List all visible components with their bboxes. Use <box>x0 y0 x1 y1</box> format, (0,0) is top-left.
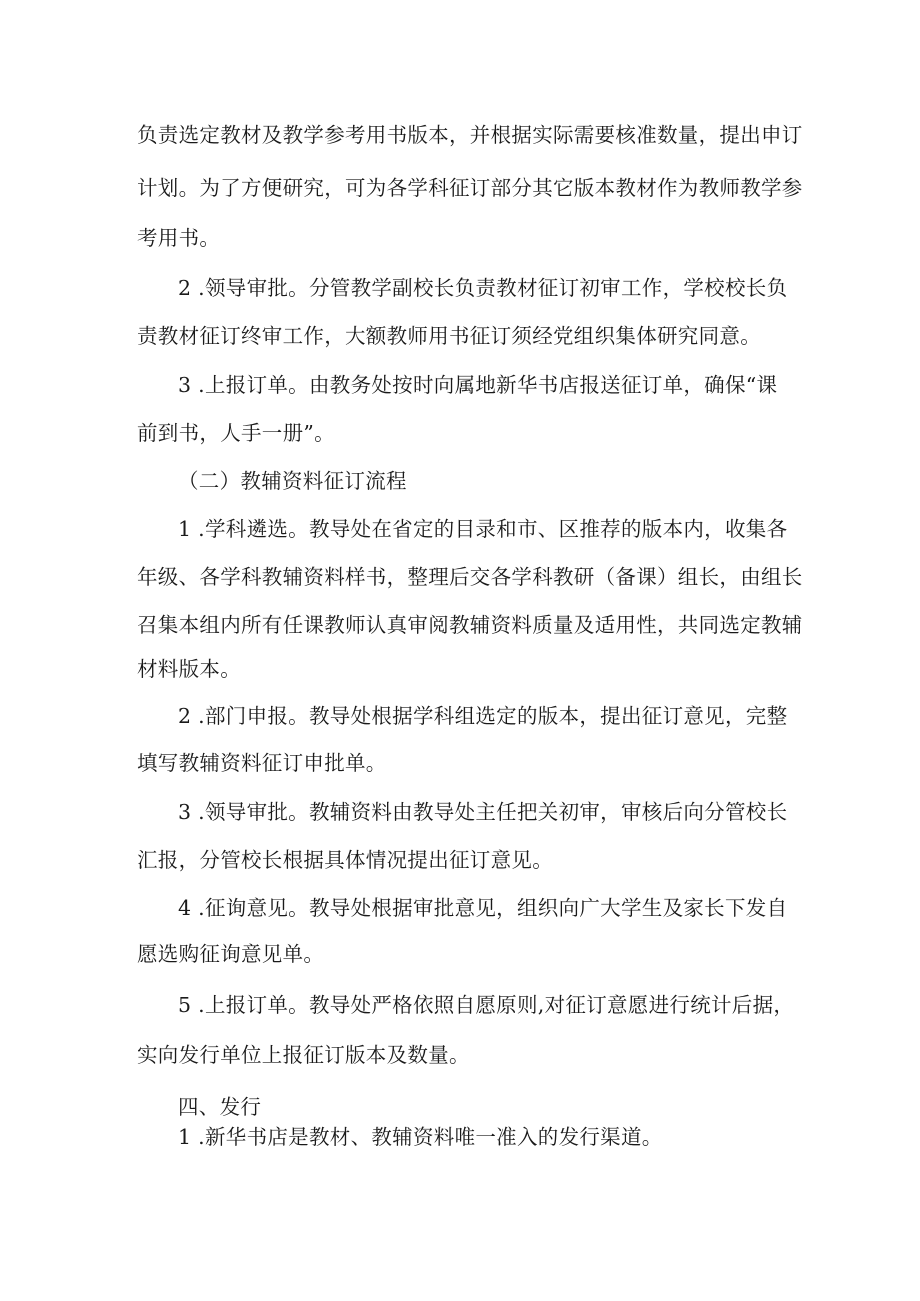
text-line: 汇报，分管校长根据具体情况提出征订意见。 <box>137 848 553 872</box>
text-line: 4 .征询意见。教导处根据审批意见，组织向广大学生及家长下发自 <box>178 896 788 920</box>
text-line: 1 .学科遴选。教导处在省定的目录和市、区推荐的版本内，收集各 <box>178 517 788 541</box>
section-heading: 四、发行 <box>178 1095 262 1119</box>
text-line: 责教材征订终审工作，大额教师用书征订须经党组织集体研究同意。 <box>137 324 761 348</box>
text-line: 年级、各学科教辅资料样书，整理后交各学科教研（备课）组长，由组长 <box>137 565 803 589</box>
text-line: 2 .部门申报。教导处根据学科组选定的版本，提出征订意见，完整 <box>178 704 788 728</box>
text-line: 3 .领导审批。教辅资料由教导处主任把关初审，审核后向分管校长 <box>178 800 788 824</box>
section-heading: （二）教辅资料征订流程 <box>178 469 407 493</box>
text-line: 负责选定教材及教学参考用书版本，并根据实际需要核准数量，提出申订 <box>137 123 803 147</box>
text-line: 2 .领导审批。分管教学副校长负责教材征订初审工作，学校校长负 <box>178 276 788 300</box>
text-line: 计划。为了方便研究，可为各学科征订部分其它版本教材作为教师教学参 <box>137 176 803 200</box>
text-line: 前到书，人手一册”。 <box>137 421 335 445</box>
text-line: 1 .新华书店是教材、教辅资料唯一准入的发行渠道。 <box>178 1125 663 1149</box>
text-line: 召集本组内所有任课教师认真审阅教辅资料质量及适用性，共同选定教辅 <box>137 613 803 637</box>
text-line: 填写教辅资料征订申批单。 <box>137 751 387 775</box>
text-line: 考用书。 <box>137 226 221 250</box>
text-line: 5 .上报订单。教导处严格依照自愿原则,对征订意愿进行统计后据， <box>178 993 795 1017</box>
text-line: 实向发行单位上报征订版本及数量。 <box>137 1043 470 1067</box>
text-line: 愿选购征询意见单。 <box>137 942 325 966</box>
text-line: 材料版本。 <box>137 657 241 681</box>
text-line: 3 .上报订单。由教务处按时向属地新华书店报送征订单，确保“课 <box>178 373 778 397</box>
